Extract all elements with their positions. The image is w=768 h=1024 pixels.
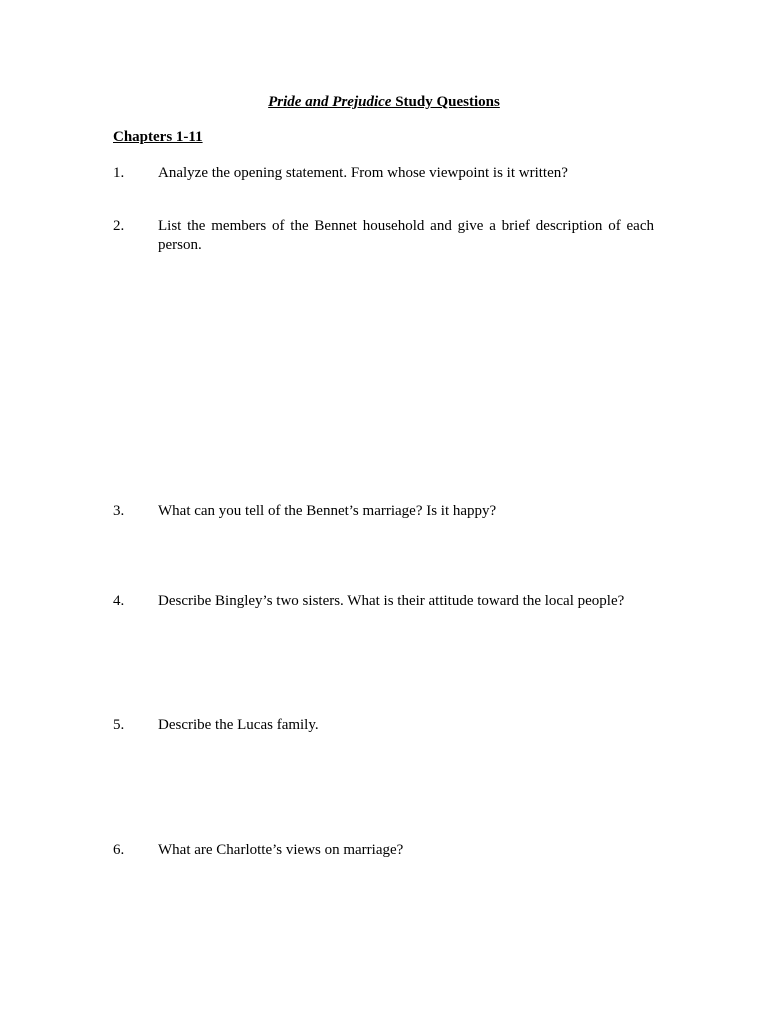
question-number: 5. [113, 717, 125, 733]
question-number: 6. [113, 842, 125, 858]
question-number: 4. [113, 593, 125, 609]
title-suffix: Study Questions [391, 94, 500, 110]
question-text: List the members of the Bennet household and give a brief description of each person. [158, 218, 654, 253]
question-number: 2. [113, 218, 125, 234]
section-heading: Chapters 1-11 [113, 129, 203, 145]
question-text: Analyze the opening statement. From whose viewpoint is it written? [158, 165, 568, 181]
question-number: 1. [113, 165, 125, 181]
title-book-name: Pride and Prejudice [268, 94, 392, 110]
question-text: Describe Bingley’s two sisters. What is their attitude toward the local people? [158, 593, 625, 609]
question-number: 3. [113, 503, 125, 519]
document-title [0, 93, 768, 112]
question-text: Describe the Lucas family. [158, 717, 319, 733]
question-text: What are Charlotte’s views on marriage? [158, 842, 404, 858]
question-text: What can you tell of the Bennet’s marriage? Is it happy? [158, 503, 497, 519]
